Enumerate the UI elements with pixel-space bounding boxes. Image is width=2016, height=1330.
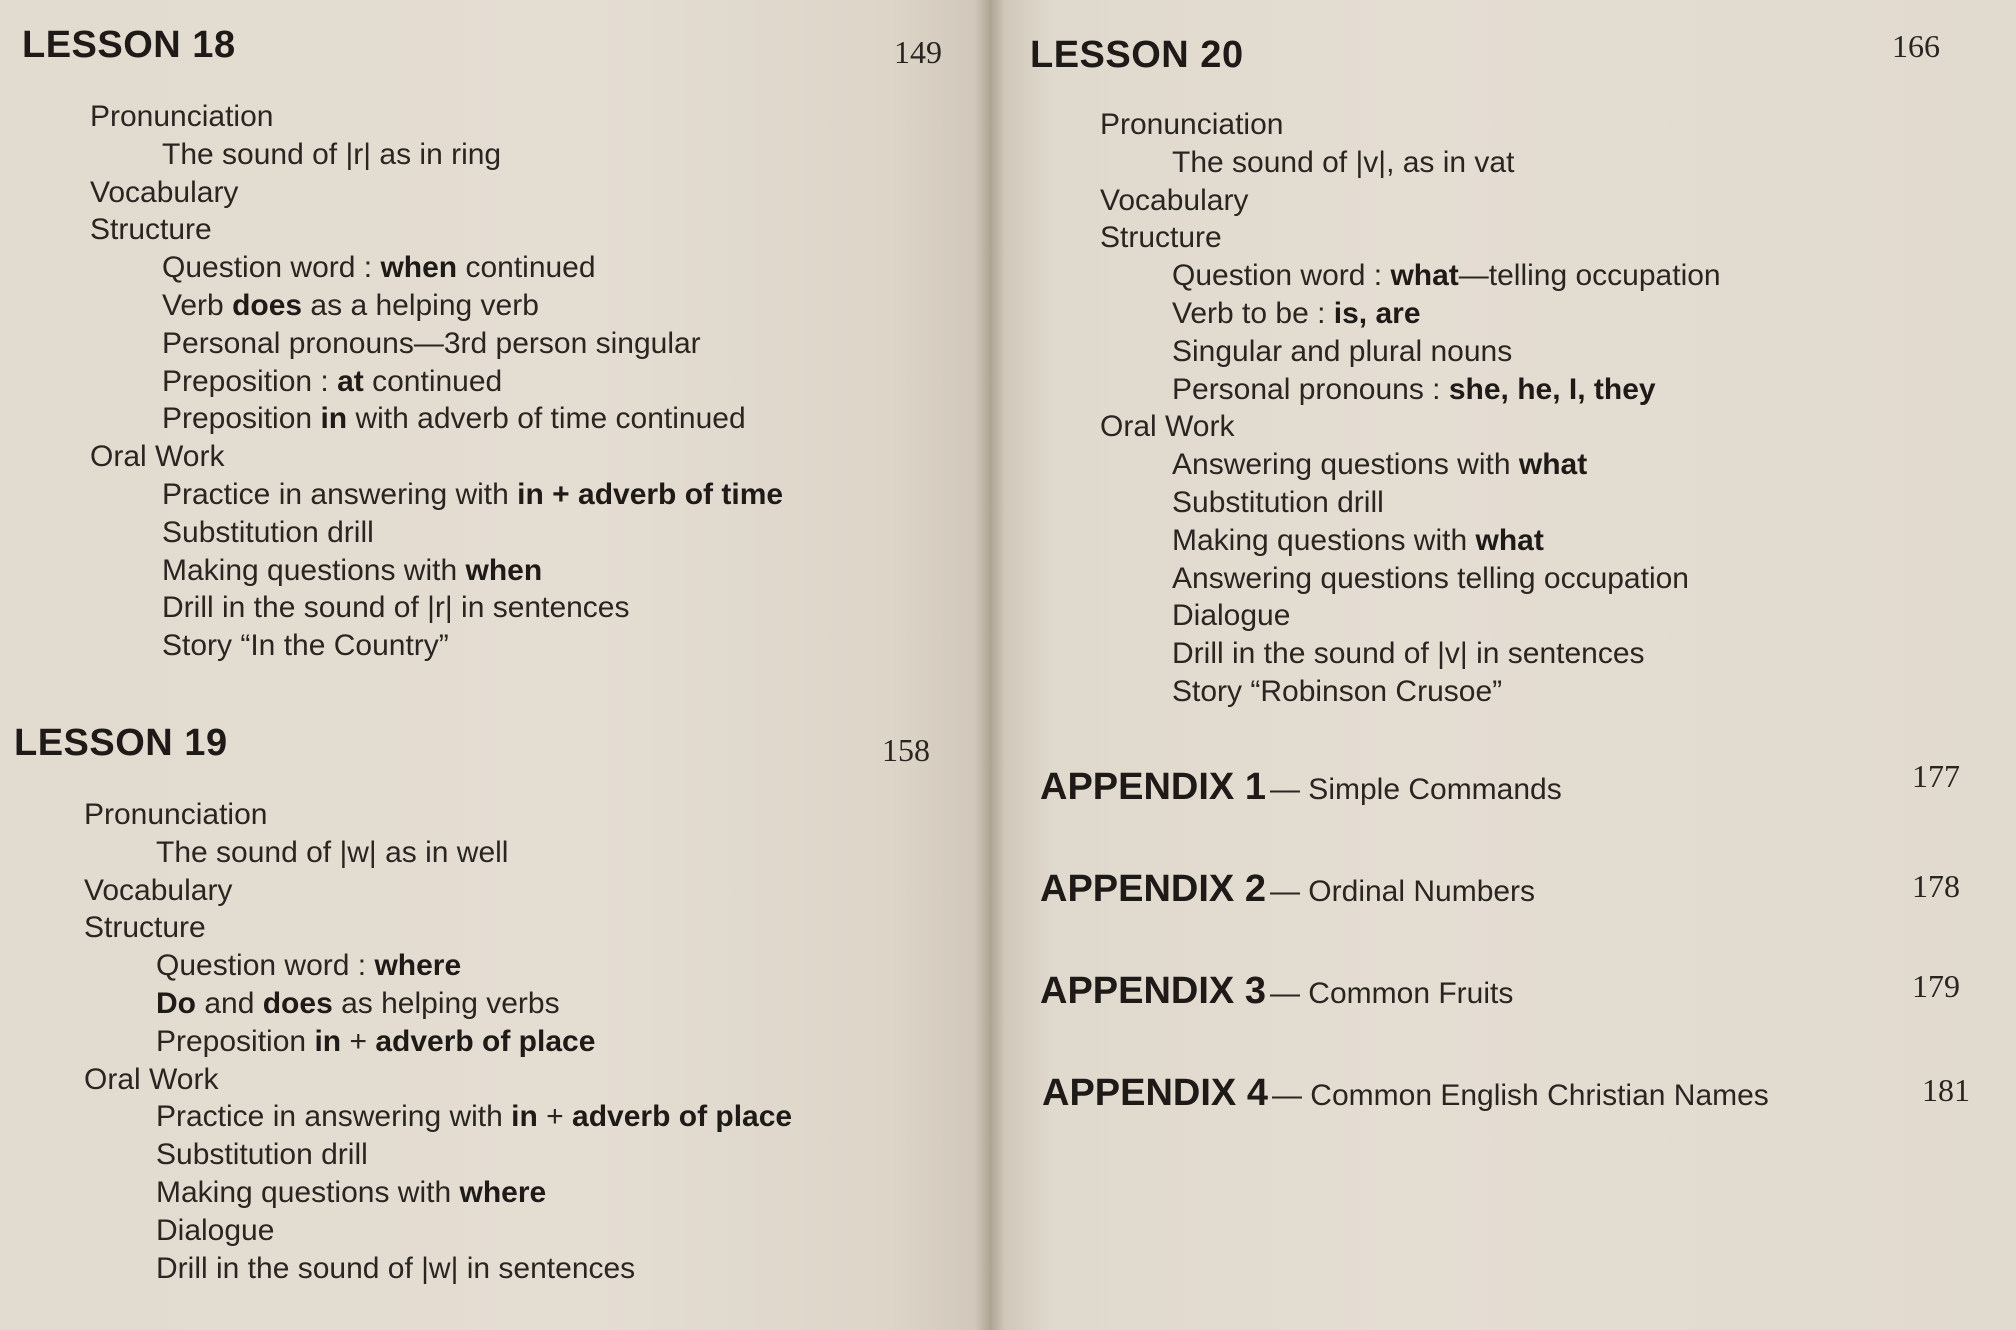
text-run: |r|: [345, 137, 372, 171]
left-page: [0, 0, 990, 1330]
text-run: Pronunciation: [90, 100, 274, 133]
appendix-heading: APPENDIX 1: [1040, 766, 1266, 808]
text-run: Story “In the Country”: [162, 629, 449, 663]
text-run: Story “Robinson Crusoe”: [1172, 674, 1503, 708]
bold-term: when: [465, 553, 543, 587]
toc-subitem: [84, 1098, 792, 1136]
text-run: Making questions with: [156, 1175, 460, 1209]
bold-term: adverb of place: [375, 1024, 596, 1058]
toc-subitem: [84, 1250, 792, 1288]
text-run: Dialogue: [1172, 599, 1291, 633]
text-run: Pronunciation: [84, 798, 268, 831]
text-run: as in ring: [371, 137, 502, 171]
lesson-page-number: 158: [882, 732, 930, 768]
text-run: Oral Work: [1100, 410, 1235, 444]
toc-section: [84, 872, 792, 910]
lesson-contents: [90, 98, 783, 665]
text-run: Making questions with: [162, 553, 466, 587]
text-run: and: [196, 986, 263, 1020]
appendix-title: — Simple Commands: [1269, 773, 1562, 806]
bold-term: what: [1475, 523, 1544, 557]
text-run: |w|: [339, 835, 377, 869]
text-run: Verb to be :: [1172, 296, 1334, 330]
text-run: Practice in answering with: [156, 1100, 512, 1134]
text-run: Preposition: [162, 402, 321, 436]
text-run: as in well: [376, 835, 509, 869]
bold-term: where: [459, 1175, 547, 1209]
lesson-heading: LESSON 20: [1030, 34, 1244, 76]
toc-subitem: [1100, 257, 1721, 295]
appendix-page-number: 179: [1912, 968, 1960, 1004]
toc-subitem: [84, 1174, 792, 1212]
toc-section: [84, 796, 792, 834]
text-run: —telling occupation: [1458, 259, 1721, 293]
text-run: Drill in the sound of: [156, 1251, 422, 1285]
appendix-page-number: 181: [1922, 1072, 1970, 1108]
bold-term: in + adverb of time: [517, 477, 784, 511]
bold-term: does: [262, 986, 333, 1020]
toc-subitem: [84, 834, 792, 872]
appendix-title: — Common English Christian Names: [1271, 1079, 1769, 1112]
appendix-heading: APPENDIX 3: [1040, 970, 1266, 1012]
text-run: continued: [457, 251, 596, 285]
text-run: Question word :: [1172, 259, 1391, 293]
text-run: |r|: [427, 591, 453, 625]
toc-section: [1100, 106, 1721, 144]
text-run: Vocabulary: [90, 175, 239, 209]
text-run: Answering questions with: [1172, 448, 1519, 482]
text-run: with adverb of time continued: [347, 402, 746, 436]
toc-subitem: [90, 627, 783, 665]
appendix-2: [1040, 868, 1535, 911]
toc-subitem: [90, 249, 783, 287]
text-run: Practice in answering with: [162, 477, 518, 511]
right-page: [990, 0, 2016, 1330]
toc-section: [90, 174, 783, 212]
text-run: Drill in the sound of: [162, 591, 428, 625]
toc-section: [1100, 219, 1721, 257]
toc-subitem: [84, 1212, 792, 1250]
text-run: |v|: [1355, 145, 1387, 179]
text-run: Pronunciation: [1100, 108, 1284, 141]
text-run: Oral Work: [84, 1062, 219, 1096]
toc-subitem: [84, 1136, 792, 1174]
appendix-heading: APPENDIX 4: [1042, 1072, 1268, 1114]
toc-section: [90, 98, 783, 136]
text-run: Personal pronouns :: [1172, 372, 1449, 406]
bold-term: adverb of place: [572, 1100, 793, 1134]
toc-subitem: [90, 136, 783, 174]
appendix-page-number: 178: [1912, 868, 1960, 904]
appendix-3: [1040, 970, 1513, 1013]
bold-term: in: [314, 1024, 342, 1058]
text-run: continued: [363, 364, 503, 398]
toc-subitem: [1100, 446, 1721, 484]
text-run: |w|: [421, 1251, 459, 1285]
text-run: The sound of: [162, 137, 346, 171]
bold-term: what: [1390, 259, 1459, 293]
bold-term: is, are: [1333, 296, 1421, 330]
toc-subitem: [1100, 295, 1721, 333]
lesson-contents: [1100, 106, 1721, 711]
lesson-heading: LESSON 18: [22, 24, 236, 66]
text-run: as a helping verb: [302, 288, 539, 322]
bold-term: when: [380, 251, 458, 285]
toc-subitem: [1100, 635, 1721, 673]
text-run: +: [341, 1024, 376, 1058]
bold-term: where: [374, 949, 462, 983]
text-run: Vocabulary: [1100, 183, 1249, 217]
text-run: Making questions with: [1172, 523, 1476, 557]
text-run: Structure: [90, 213, 212, 247]
appendix-title: — Ordinal Numbers: [1269, 875, 1536, 908]
text-run: Oral Work: [90, 440, 225, 474]
toc-subitem: [84, 985, 792, 1023]
toc-subitem: [90, 476, 783, 514]
toc-subitem: [1100, 371, 1721, 409]
toc-subitem: [1100, 484, 1721, 522]
toc-subitem: [90, 552, 783, 590]
text-run: Substitution drill: [1172, 485, 1384, 519]
bold-term: in: [511, 1100, 538, 1134]
toc-subitem: [84, 947, 792, 985]
lesson-page-number: 149: [894, 34, 942, 70]
toc-subitem: [90, 400, 783, 438]
text-run: as helping verbs: [332, 986, 560, 1020]
text-run: The sound of: [156, 835, 340, 869]
text-run: Substitution drill: [162, 515, 374, 549]
text-run: , as in vat: [1386, 145, 1515, 179]
text-run: Question word :: [156, 949, 375, 983]
lesson-contents: [84, 796, 792, 1287]
bold-term: Do: [156, 986, 196, 1020]
text-run: Personal pronouns—3rd person singular: [162, 326, 701, 360]
text-run: Drill in the sound of: [1172, 637, 1438, 671]
toc-subitem: [84, 1023, 792, 1061]
toc-subitem: [1100, 333, 1721, 371]
text-run: Structure: [1100, 221, 1222, 255]
toc-subitem: [1100, 597, 1721, 635]
toc-subitem: [1100, 522, 1721, 560]
text-run: Preposition :: [162, 364, 338, 398]
toc-subitem: [90, 363, 783, 401]
text-run: Question word :: [162, 251, 381, 285]
appendix-4: [1042, 1072, 1769, 1115]
text-run: The sound of: [1172, 145, 1356, 179]
text-run: Answering questions telling occupation: [1172, 561, 1689, 595]
toc-section: [84, 909, 792, 947]
book-gutter: [975, 0, 1005, 1330]
toc-subitem: [1100, 560, 1721, 598]
lesson-page-number: 166: [1892, 28, 1940, 64]
appendix-heading: APPENDIX 2: [1040, 868, 1266, 910]
toc-subitem: [90, 514, 783, 552]
text-run: Vocabulary: [84, 873, 233, 907]
toc-section: [84, 1061, 792, 1099]
text-run: Dialogue: [156, 1213, 275, 1247]
text-run: Singular and plural nouns: [1172, 334, 1513, 368]
toc-section: [90, 438, 783, 476]
toc-subitem: [90, 589, 783, 627]
bold-term: at: [337, 364, 364, 398]
toc-section: [1100, 182, 1721, 220]
text-run: in sentences: [458, 1251, 636, 1285]
text-run: +: [537, 1100, 573, 1134]
lesson-heading: LESSON 19: [14, 722, 228, 764]
appendix-title: — Common Fruits: [1269, 977, 1514, 1010]
bold-term: she, he, I, they: [1448, 372, 1656, 406]
appendix-page-number: 177: [1912, 758, 1960, 794]
appendix-1: [1040, 766, 1562, 809]
text-run: Structure: [84, 911, 206, 945]
text-run: in sentences: [1467, 637, 1645, 671]
toc-section: [90, 211, 783, 249]
text-run: in sentences: [452, 591, 630, 625]
bold-term: what: [1518, 448, 1588, 482]
toc-subitem: [90, 287, 783, 325]
text-run: |v|: [1437, 637, 1468, 671]
bold-term: in: [320, 402, 348, 436]
bold-term: does: [232, 288, 303, 322]
toc-subitem: [90, 325, 783, 363]
text-run: Preposition: [156, 1024, 315, 1058]
text-run: Verb: [162, 288, 233, 322]
toc-subitem: [1100, 144, 1721, 182]
toc-subitem: [1100, 673, 1721, 711]
text-run: Substitution drill: [156, 1138, 368, 1172]
toc-section: [1100, 408, 1721, 446]
